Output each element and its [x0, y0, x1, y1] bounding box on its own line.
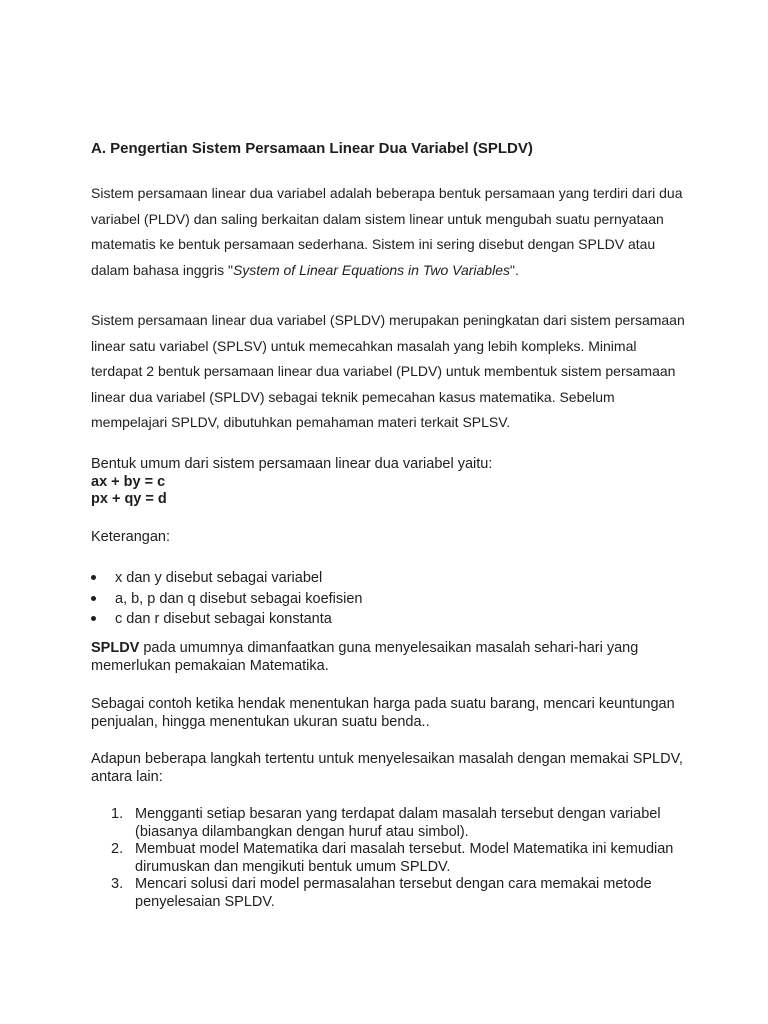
example-block	[91, 696, 691, 731]
definition-text: Sistem persamaan linear dua variabel adalah beberapa bentuk persamaan yang terdiri dari dua variabel (PLDV) dan saling berkaitan dalam sistem linear untuk mengubah suatu pernyataan matematis ke bentuk persamaan sederhana. Sistem ini sering disebut dengan SPLDV atau dalam bahasa inggris "	[91, 185, 683, 278]
keterangan-label: Keterangan:	[91, 529, 171, 545]
bullet-icon	[91, 596, 96, 601]
step-item	[91, 806, 691, 841]
step-item	[91, 841, 691, 876]
step-text: Mencari solusi dari model permasalahan tersebut dengan cara memakai metode penyelesaian SPLDV.	[135, 876, 652, 910]
list-item	[91, 589, 691, 610]
step-number: 2.	[111, 841, 124, 857]
definition-english-term: System of Linear Equations in Two Variables	[232, 261, 510, 278]
equation-1: ax + by = c	[91, 473, 166, 490]
steps-list	[91, 806, 691, 911]
equation-2: px + qy = d	[91, 491, 167, 507]
bullet-icon	[91, 616, 96, 621]
steps-block	[91, 806, 691, 911]
steps-intro-block	[91, 751, 691, 786]
keterangan-label-block	[91, 529, 691, 547]
definition-text-end: ".	[509, 261, 519, 278]
step-item	[91, 876, 691, 911]
spldv-usage-text: pada umumnya dimanfaatkan guna menyelesaikan masalah sehari-hari yang memerlukan pemakaian Matematika.	[91, 640, 639, 674]
steps-intro-paragraph: Adapun beberapa langkah tertentu untuk menyelesaikan masalah dengan memakai SPLDV, antara lain:	[91, 751, 683, 785]
list-item	[91, 568, 691, 589]
step-number: 1.	[111, 806, 124, 822]
keterangan-list	[91, 568, 691, 630]
list-item-text: c dan r disebut sebagai konstanta	[115, 611, 332, 627]
list-item-text: a, b, p dan q disebut sebagai koefisien	[115, 590, 363, 607]
spldv-usage-block	[91, 640, 691, 675]
keterangan-list-block	[91, 568, 691, 630]
general-form-intro: Bentuk umum dari sistem persamaan linear dua variabel yaitu:	[91, 456, 493, 472]
step-number: 3.	[111, 876, 124, 892]
spldv-usage-paragraph	[91, 640, 691, 675]
bullet-icon	[91, 575, 96, 580]
definition-paragraph	[91, 181, 691, 283]
list-item-text: x dan y disebut sebagai variabel	[115, 570, 323, 586]
spldv-bold-term: SPLDV	[91, 640, 140, 656]
list-item	[91, 609, 691, 630]
step-text: Membuat model Matematika dari masalah tersebut. Model Matematika ini kemudian dirumuskan dan mengikuti bentuk umum SPLDV.	[135, 841, 674, 875]
example-paragraph: Sebagai contoh ketika hendak menentukan harga pada suatu barang, mencari keuntungan penjualan, hingga menentukan ukuran suatu benda..	[91, 696, 675, 730]
general-form-block	[91, 456, 691, 509]
spldv-explanation-paragraph: Sistem persamaan linear dua variabel (SPLDV) merupakan peningkatan dari sistem persamaan linear satu variabel (SPLSV) untuk memecahkan masalah yang lebih kompleks. Minimal terdapat 2 bentuk persamaan linear dua variabel (PLDV) untuk membentuk sistem persamaan linear dua variabel (SPLDV) sebagai teknik pemecahan kasus matematika. Sebelum mempelajari SPLDV, dibutuhkan pemahaman materi terkait SPLSV.	[91, 312, 685, 430]
step-text: Mengganti setiap besaran yang terdapat dalam masalah tersebut dengan variabel (biasanya dilambangkan dengan huruf atau simbol).	[135, 806, 661, 840]
section-heading: A. Pengertian Sistem Persamaan Linear Dua Variabel (SPLDV)	[91, 140, 533, 157]
